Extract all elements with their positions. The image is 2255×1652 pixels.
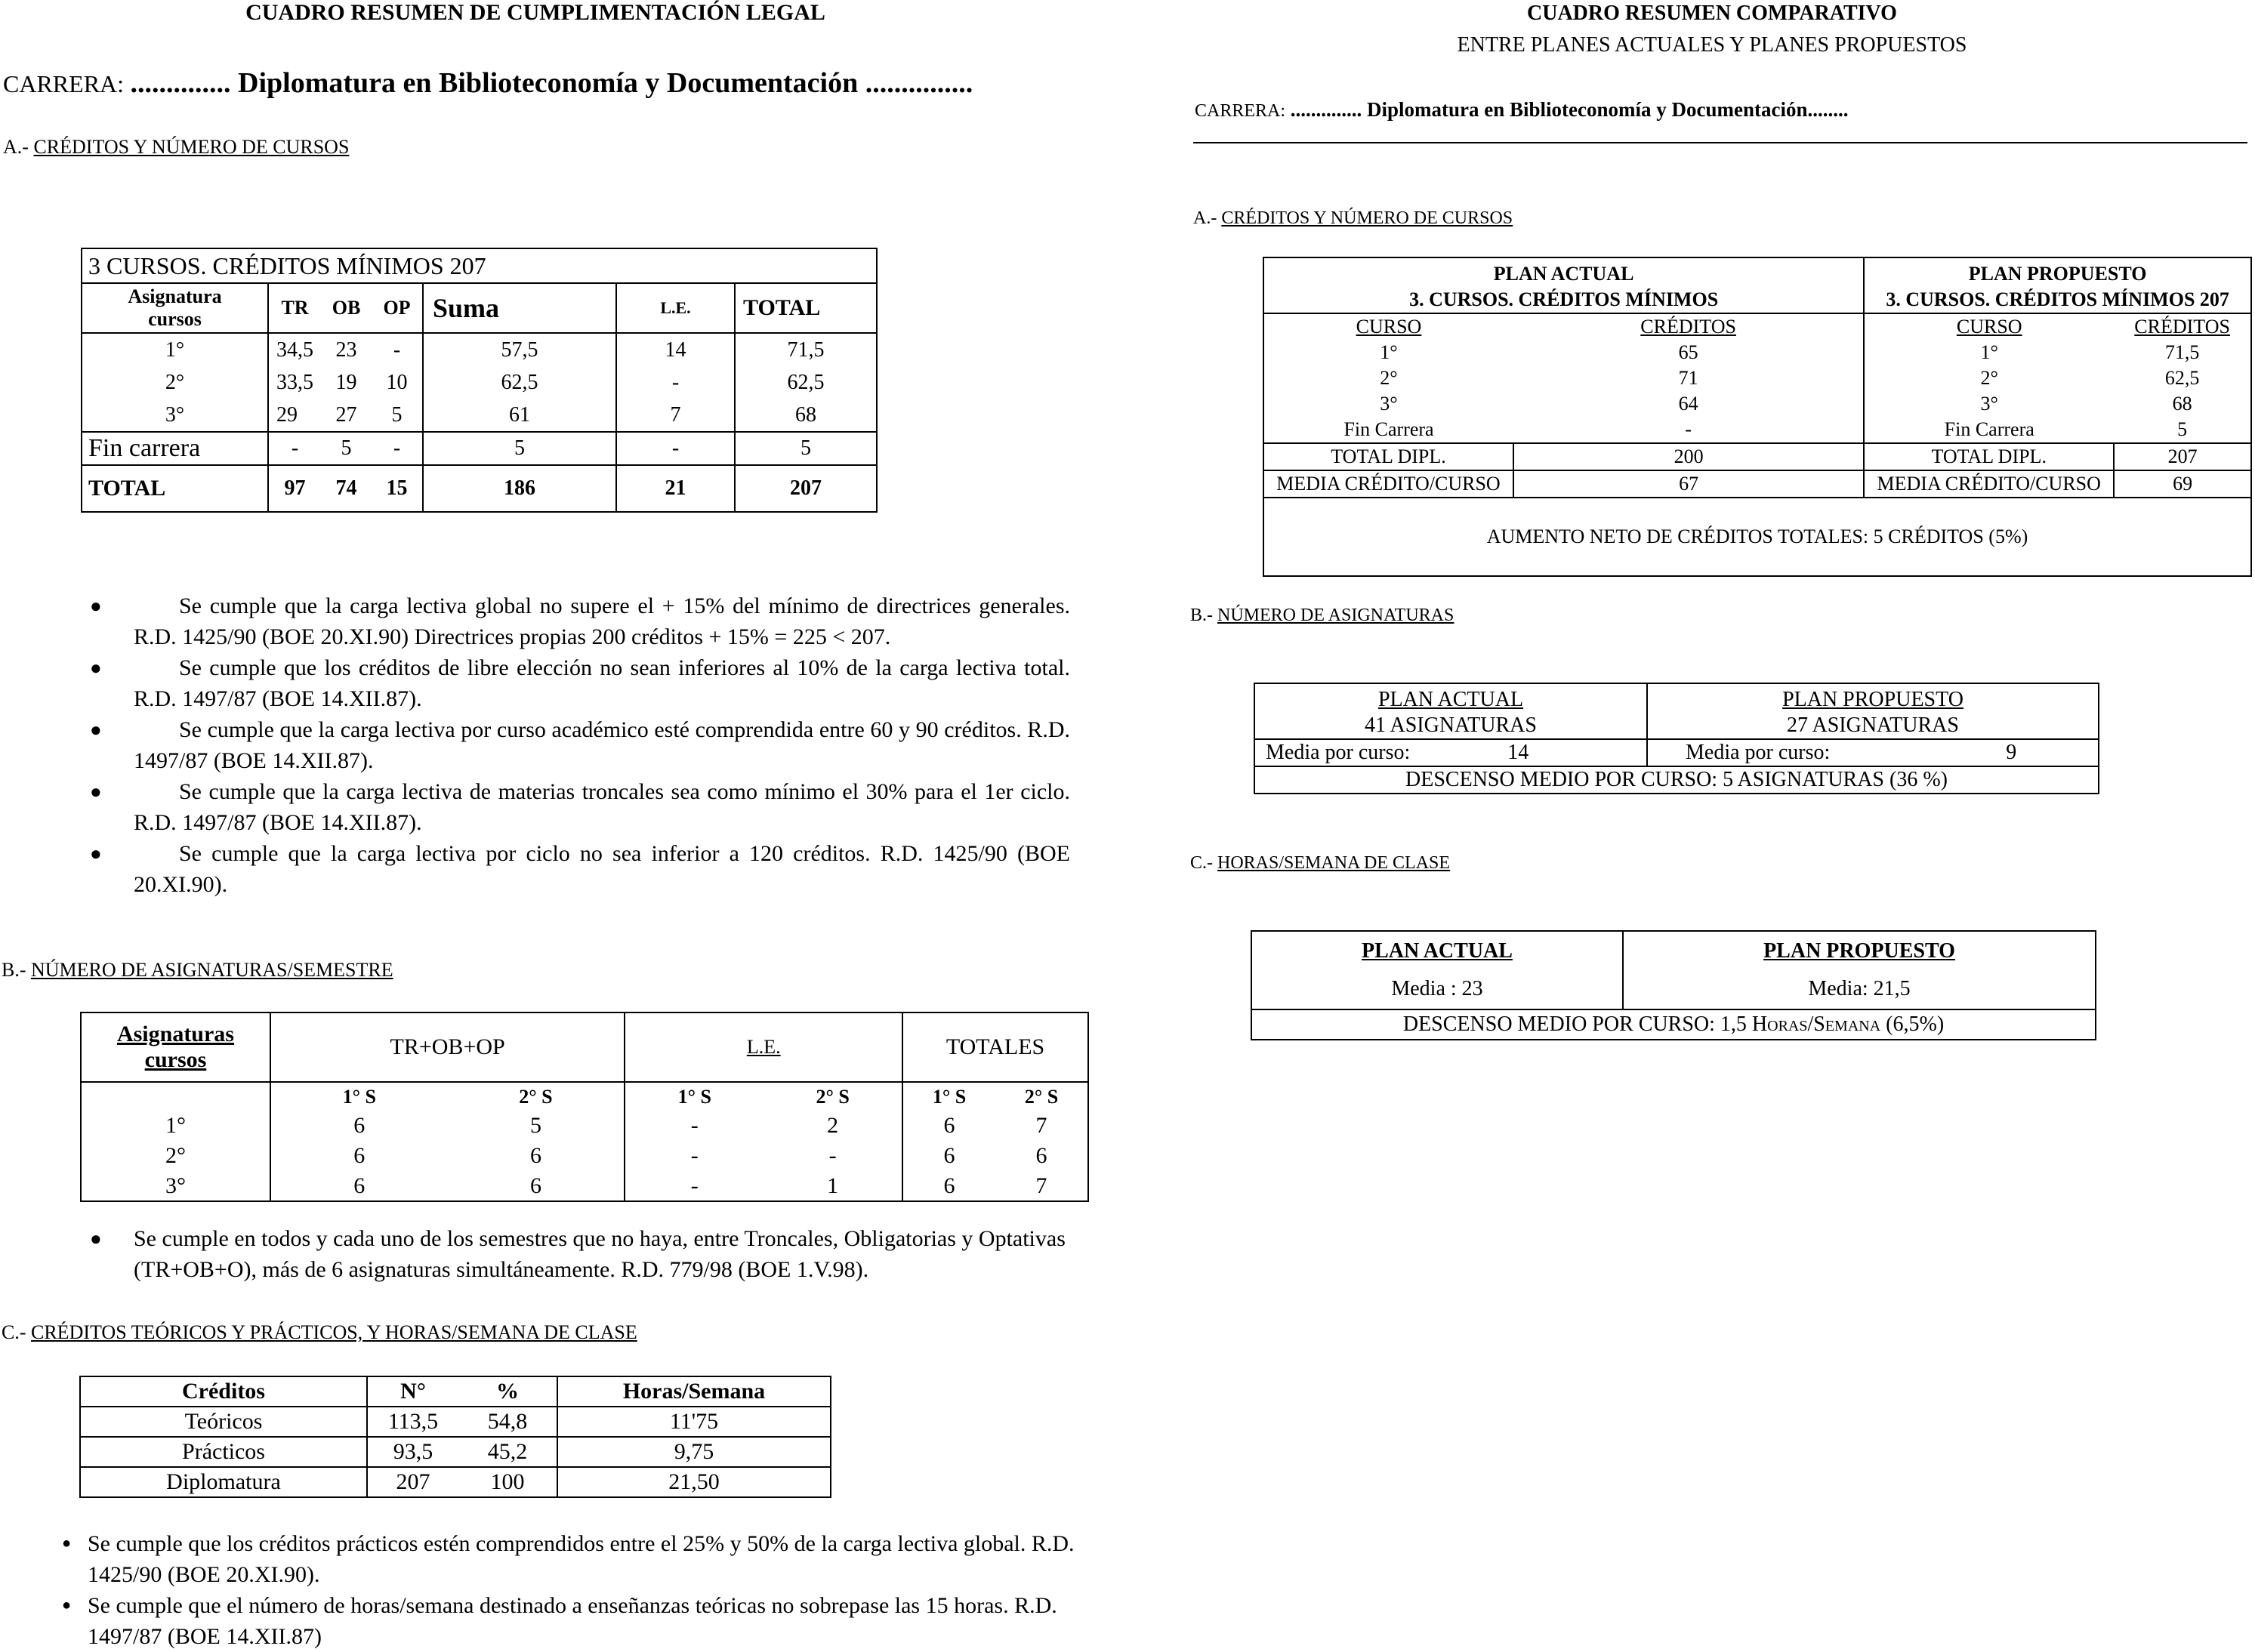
rt-b-actual-sub: 41 ASIGNATURAS (1365, 714, 1537, 737)
table-cell: - (393, 436, 401, 460)
section-b-bullet-list (81, 1223, 1070, 1285)
table-b-group-totales: TOTALES (902, 1012, 1088, 1082)
section-c-bullet-list (53, 1528, 1080, 1652)
rt-a-prop-sub: 3. CURSOS. CRÉDITOS MÍNIMOS 207 (1886, 288, 2229, 310)
rt-b-media-actual: 14 (1507, 741, 1529, 764)
rt-a-col-curso: CURSO (1356, 316, 1422, 337)
list-item-text: Se cumple que la carga lectiva por ciclo no sea inferior a 120 créditos. R.D. 1425/90 (BOE 20.XI.90). (134, 841, 1070, 897)
table-cell: 3° (1980, 393, 1998, 415)
rt-a-media-label: MEDIA CRÉDITO/CURSO (1263, 470, 1513, 498)
table-cell: 6 (448, 1171, 625, 1201)
rt-a-prop-title: PLAN PROPUESTO (1968, 263, 2147, 285)
table-b-le-sem2: 2° S (763, 1082, 902, 1111)
list-item-text: Se cumple en todos y cada uno de los semestres que no haya, entre Troncales, Obligatorias y Optativas (TR+OB+O), más de 6 asignaturas simultáneamente. R.D. 779/98 (BOE 1.V.98). (134, 1226, 1066, 1282)
table-row-label: TOTAL (82, 465, 268, 512)
table-c-header-pct: % (458, 1376, 557, 1407)
right-section-c-heading (1190, 853, 1450, 874)
table-row (81, 1111, 1088, 1141)
rt-a-media-prop: 69 (2173, 473, 2193, 495)
table-b-header-asignaturas (81, 1012, 270, 1082)
bullet-icon: ● (90, 595, 102, 617)
right-section-a-prefix: A.- (1193, 208, 1217, 228)
table-cell: 71,5 (2164, 341, 2200, 363)
table-cell: 5 (341, 436, 352, 460)
bullet-icon: ● (90, 781, 102, 803)
table-row (1263, 340, 2251, 365)
right-page-subtitle: ENTRE PLANES ACTUALES Y PLANES PROPUESTOS (1457, 33, 1967, 57)
table-a-suma-cell (423, 333, 616, 432)
table-a-header-group (268, 283, 423, 333)
table-cell: 68 (2172, 393, 2192, 415)
table-a-header-ob: OB (332, 297, 361, 319)
rt-b-media-label-prop: Media por curso: (1686, 741, 1831, 764)
table-b-header-asig-label: Asignaturas (116, 1022, 234, 1046)
table-a-total-cell (735, 333, 877, 432)
list-item (81, 590, 1070, 652)
right-section-a-title: CRÉDITOS Y NÚMERO DE CURSOS (1221, 208, 1513, 228)
table-cell: 2 (763, 1111, 902, 1141)
table-cell: - (616, 432, 735, 465)
rt-a-prop-header (1864, 257, 2251, 313)
rt-c-actual-cell (1251, 931, 1623, 1009)
table-a-header-op: OP (383, 297, 411, 319)
table-row-label: 1° (81, 1111, 270, 1141)
rt-a-media-actual: 67 (1513, 470, 1864, 498)
table-b-sem1: 1° S (342, 1085, 376, 1108)
table-cell: Fin Carrera (1944, 418, 2034, 440)
table-cell: 6 (995, 1141, 1088, 1171)
table-cell: 97 (284, 476, 306, 500)
left-page-title: CUADRO RESUMEN DE CUMPLIMENTACIÓN LEGAL (245, 0, 825, 25)
left-section-b-title: NÚMERO DE ASIGNATURAS/SEMESTRE (31, 959, 393, 981)
table-cell: 64 (1513, 391, 1864, 417)
rt-b-actual-title: PLAN ACTUAL (1377, 688, 1524, 711)
rt-a-actual-sub: 3. CURSOS. CRÉDITOS MÍNIMOS (1409, 288, 1719, 310)
rt-a-media-label-prop: MEDIA CRÉDITO/CURSO (1864, 470, 2114, 498)
left-carrera-value: .............. Diplomatura en Biblioteconomía y Documentación ............... (130, 67, 973, 99)
table-cell: - (690, 1143, 699, 1168)
bullet-icon: ● (90, 657, 102, 679)
table-cell: 1° (1980, 341, 1998, 363)
table-cell: 74 (335, 476, 357, 500)
rt-c-prop-title: PLAN PROPUESTO (1763, 939, 1955, 963)
rt-a-col-creditos-prop: CRÉDITOS (2134, 316, 2230, 337)
rt-a-total-label: TOTAL DIPL. (1263, 443, 1513, 470)
table-cell: 93,5 (367, 1437, 458, 1467)
table-row-label: 3° (81, 1171, 270, 1201)
bullet-icon: ● (90, 719, 102, 741)
table-row-label: Diplomatura (80, 1467, 367, 1497)
list-item-text: Se cumple que la carga lectiva de materias troncales sea como mínimo el 30% para el 1er ciclo. R.D. 1497/87 (BOE 14.XII.87). (134, 779, 1070, 835)
table-cell: 207 (367, 1467, 458, 1497)
table-cell: Fin Carrera (1343, 418, 1434, 440)
table-row (82, 465, 877, 512)
comparativo-asignaturas-table (1254, 683, 2099, 794)
table-row (1263, 417, 2251, 443)
right-carrera-value: .............. Diplomatura en Biblioteconomía y Documentación........ (1290, 98, 1849, 121)
table-c-header-creditos: Créditos (80, 1376, 367, 1407)
list-item-text: Se cumple que el número de horas/semana destinado a enseñanzas teóricas no sobrepase las 15 horas. R.D. 1497/87 (BOE 14.XII.87) (88, 1593, 1057, 1649)
table-cell: 54,8 (458, 1407, 557, 1437)
rt-c-prop-value: Media: 21,5 (1808, 977, 1911, 1000)
table-row (1254, 739, 2099, 766)
rt-a-actual-title: PLAN ACTUAL (1493, 263, 1634, 285)
rt-b-prop-sub: 27 ASIGNATURAS (1787, 714, 1959, 737)
table-row (80, 1467, 831, 1497)
table-c-header-n: N° (367, 1376, 458, 1407)
creditos-cursos-table (81, 248, 878, 513)
table-a-le-cell (616, 333, 735, 432)
table-a-header-total: TOTAL (735, 283, 877, 333)
table-cell: - (625, 1171, 763, 1201)
table-row-label: 2° (81, 1141, 270, 1171)
rt-b-media-prop: 9 (2006, 741, 2017, 764)
table-cell: 33,5 (276, 371, 313, 394)
table-cell: - (763, 1141, 902, 1171)
list-item (53, 1590, 1080, 1652)
table-cell: 11'75 (557, 1407, 831, 1437)
left-section-c-prefix: C.- (2, 1321, 26, 1343)
asignaturas-semestre-table (80, 1012, 1089, 1202)
table-cell: 61 (509, 403, 530, 427)
table-cell: 65 (1513, 340, 1864, 365)
list-item-text: Se cumple que los créditos prácticos estén comprendidos entre el 25% y 50% de la carga lectiva global. R.D. 1425/90 (BOE 20.XI.90). (88, 1531, 1075, 1587)
table-cell: 7 (995, 1111, 1088, 1141)
rt-c-footer: DESCENSO MEDIO POR CURSO: 1,5 Horas/Semana (6,5%) (1251, 1009, 2096, 1040)
table-cell: 5 (735, 432, 877, 465)
right-section-c-title: HORAS/SEMANA DE CLASE (1217, 853, 1451, 873)
table-row (1263, 365, 2251, 391)
table-b-tot-sem1: 1° S (932, 1085, 967, 1108)
table-cell: 71,5 (787, 338, 825, 362)
table-cell: 6 (943, 1113, 955, 1138)
table-row (80, 1407, 831, 1437)
table-row-label: Prácticos (80, 1437, 367, 1467)
table-cell: 57,5 (501, 338, 538, 362)
table-cell: 6 (353, 1143, 366, 1168)
table-cell: - (671, 371, 680, 394)
table-cell: 71 (1513, 365, 1864, 391)
right-section-b-prefix: B.- (1190, 606, 1213, 625)
table-cell: 6 (270, 1171, 448, 1201)
table-row (1263, 470, 2251, 498)
table-cell: 5 (423, 432, 616, 465)
table-c-header-horas: Horas/Semana (557, 1376, 831, 1407)
table-cell: 1° (1380, 341, 1398, 363)
table-cell: 100 (458, 1467, 557, 1497)
table-cell: 19 (335, 371, 357, 394)
table-cell: 113,5 (367, 1407, 458, 1437)
table-cell: 5 (391, 403, 403, 427)
table-cell: 45,2 (458, 1437, 557, 1467)
rt-b-actual-header (1254, 683, 1647, 739)
table-cell: 68 (795, 403, 816, 427)
table-cell: 62,5 (501, 371, 538, 394)
rt-a-footer: AUMENTO NETO DE CRÉDITOS TOTALES: 5 CRÉDITOS (5%) (1486, 525, 2028, 547)
table-b-group-trobop: TR+OB+OP (270, 1012, 625, 1082)
right-section-b-heading (1190, 606, 1454, 626)
rt-b-footer: DESCENSO MEDIO POR CURSO: 5 ASIGNATURAS (36 %) (1254, 766, 2099, 794)
table-cell: 21 (616, 465, 735, 512)
rt-b-media-actual-cell (1254, 739, 1647, 766)
rt-a-col-creditos: CRÉDITOS (1513, 313, 1864, 340)
table-cell: 6 (353, 1113, 366, 1138)
left-section-c-title: CRÉDITOS TEÓRICOS Y PRÁCTICOS, Y HORAS/SEMANA DE CLASE (31, 1321, 637, 1343)
table-cell: - (291, 436, 299, 460)
table-cell: 5 (2177, 418, 2188, 440)
table-cell: 62,5 (2164, 367, 2200, 389)
table-cell: 62,5 (787, 371, 825, 394)
table-row-label: 2° (165, 371, 185, 394)
table-row (81, 1141, 1088, 1171)
rt-c-actual-title: PLAN ACTUAL (1362, 939, 1513, 963)
table-cell: 10 (386, 371, 408, 394)
table-b-le-sem1: 1° S (677, 1085, 711, 1108)
table-cell: 15 (386, 476, 408, 500)
left-section-b-heading (2, 959, 393, 982)
table-cell: 6 (902, 1171, 995, 1201)
right-page-title: CUADRO RESUMEN COMPARATIVO (1527, 2, 1897, 25)
table-b-tot-sem2: 2° S (995, 1082, 1088, 1111)
bullet-icon: ● (62, 1597, 72, 1613)
table-cell: 7 (670, 403, 681, 427)
table-row (82, 432, 877, 465)
table-cell: 207 (735, 465, 877, 512)
list-item-text: Se cumple que la carga lectiva por curso académico esté comprendida entre 60 y 90 créditos. R.D. 1497/87 (BOE 14.XII.87). (134, 717, 1070, 773)
table-cell: 3° (1380, 393, 1398, 415)
left-section-c-heading (2, 1321, 637, 1344)
left-section-b-prefix: B.- (2, 959, 26, 981)
table-cell: 1 (763, 1171, 902, 1201)
table-a-header-cursos-label: cursos (148, 308, 202, 330)
table-a-trobop-cell (268, 333, 423, 432)
table-a-header-asignatura (82, 283, 268, 333)
table-cell: 27 (335, 403, 357, 427)
left-carrera-line (3, 66, 973, 100)
table-row-label: Teóricos (80, 1407, 367, 1437)
left-section-a-prefix: A.- (3, 136, 29, 158)
rt-a-actual-header (1263, 257, 1864, 313)
table-cell: - (1513, 417, 1864, 443)
rt-b-prop-header (1647, 683, 2099, 739)
table-a-header-suma: Suma (423, 283, 616, 333)
table-cell: 6 (943, 1143, 955, 1168)
table-cell: 2° (1980, 367, 1998, 389)
left-section-a-title: CRÉDITOS Y NÚMERO DE CURSOS (33, 136, 350, 158)
rt-a-total-prop: 207 (2167, 445, 2198, 467)
list-item (81, 652, 1070, 714)
rt-c-actual-value: Media : 23 (1391, 977, 1483, 1000)
table-b-group-le: L.E. (625, 1012, 902, 1082)
table-row-label: 1° (165, 338, 185, 362)
rt-c-prop-cell (1623, 931, 2096, 1009)
table-row (1263, 391, 2251, 417)
table-row-label: 3° (165, 403, 185, 427)
creditos-teoricos-practicos-table (79, 1376, 831, 1498)
list-item (81, 714, 1070, 776)
table-cell: - (393, 338, 401, 362)
table-row-label: Fin carrera (82, 432, 268, 465)
table-a-caption: 3 CURSOS. CRÉDITOS MÍNIMOS 207 (82, 248, 877, 283)
bullet-icon: ● (62, 1535, 72, 1552)
right-section-c-prefix: C.- (1190, 853, 1213, 873)
table-cell: 186 (423, 465, 616, 512)
table-cell: - (690, 1113, 699, 1138)
table-cell: 2° (1380, 367, 1398, 389)
section-a-bullet-list (81, 590, 1070, 900)
table-a-cursos-cell (82, 333, 268, 432)
list-item-text: Se cumple que la carga lectiva global no supere el + 15% del mínimo de directrices generales. R.D. 1425/90 (BOE 20.XI.90) Directrices propias 200 créditos + 15% = 225 < 207. (134, 593, 1070, 649)
table-cell: 23 (335, 338, 357, 362)
list-item-text: Se cumple que los créditos de libre elección no sean inferiores al 10% de la carga lectiva total. R.D. 1497/87 (BOE 14.XII.87). (134, 655, 1070, 711)
table-b-sem2: 2° S (448, 1082, 625, 1111)
list-item (81, 838, 1070, 900)
rt-b-prop-title: PLAN PROPUESTO (1782, 688, 1963, 711)
right-section-a-heading (1193, 208, 1513, 229)
table-cell: 5 (448, 1111, 625, 1141)
comparativo-creditos-table (1263, 257, 2252, 577)
table-cell: 14 (665, 338, 686, 362)
left-section-a-heading (3, 136, 349, 159)
bullet-icon: ● (90, 843, 102, 865)
comparativo-horas-table (1251, 930, 2096, 1040)
table-row (80, 1437, 831, 1467)
table-a-header-tr: TR (281, 297, 309, 319)
table-a-header-le: L.E. (616, 283, 735, 333)
right-section-b-title: NÚMERO DE ASIGNATURAS (1217, 606, 1454, 625)
table-b-header-cursos-label: cursos (144, 1047, 207, 1072)
rt-a-total-label-prop: TOTAL DIPL. (1864, 443, 2114, 470)
table-cell: 7 (995, 1171, 1088, 1201)
table-cell: 9,75 (557, 1437, 831, 1467)
bullet-icon: ● (90, 1228, 102, 1250)
rt-a-total-actual: 200 (1513, 443, 1864, 470)
table-cell: 6 (448, 1141, 625, 1171)
table-cell: 29 (276, 403, 298, 427)
rt-a-col-curso-prop: CURSO (1956, 316, 2022, 337)
list-item (53, 1528, 1080, 1590)
right-carrera-label: CARRERA: (1195, 101, 1286, 121)
table-row (1263, 443, 2251, 470)
table-a-header-asig-label: Asignatura (128, 285, 222, 307)
horizontal-divider (1193, 142, 2247, 143)
table-cell: 34,5 (276, 338, 313, 362)
right-carrera-line (1195, 98, 1849, 122)
rt-b-media-label: Media por curso: (1266, 741, 1411, 764)
list-item (81, 776, 1070, 838)
list-item (81, 1223, 1070, 1285)
left-carrera-label: CARRERA: (3, 70, 125, 97)
table-row (81, 1171, 1088, 1201)
rt-b-media-prop-cell (1647, 739, 2099, 766)
table-cell: 21,50 (557, 1467, 831, 1497)
